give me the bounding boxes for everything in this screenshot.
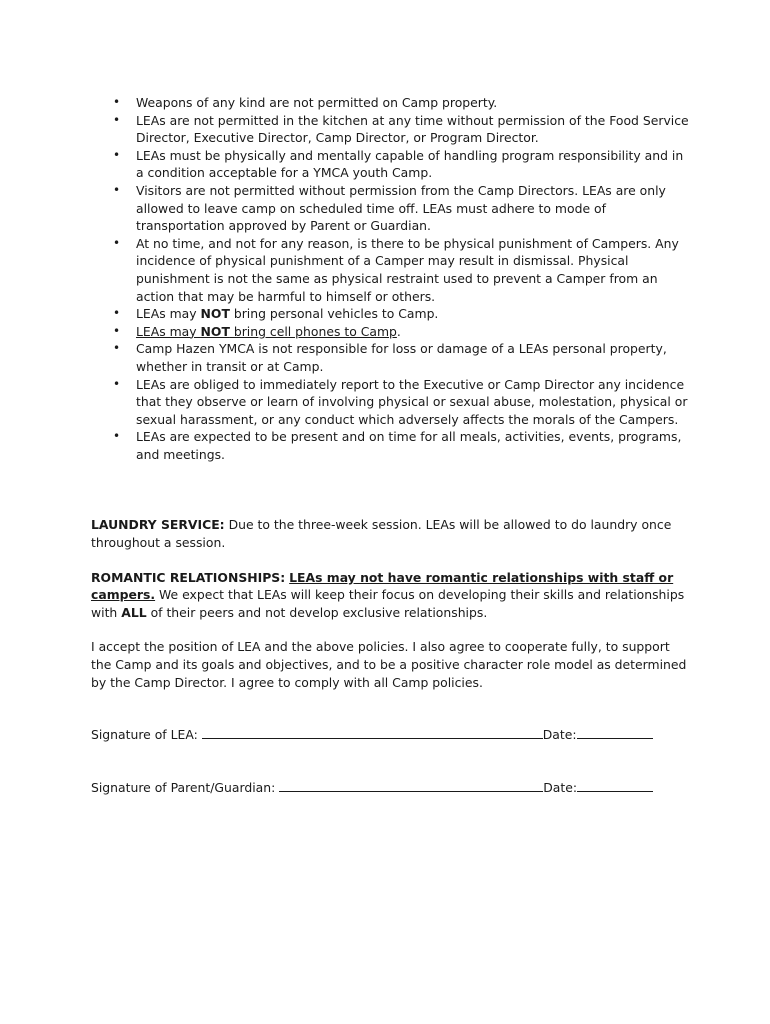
signature-lea-row <box>91 726 691 744</box>
bullet-icon: • <box>113 306 121 321</box>
laundry-heading: LAUNDRY SERVICE: <box>91 517 225 533</box>
document-body <box>91 94 691 796</box>
camp-rules-list <box>91 94 691 463</box>
date-line[interactable] <box>577 779 653 792</box>
date-label: Date: <box>543 779 578 795</box>
list-item: • LEAs are obliged to immediately report to the Executive or Camp Director any incidence that they observe or learn of involving physical or sexual abuse, molestation, physical or sexual harassment, or any conduct which adversely affects the morals of the Campers. <box>113 376 688 427</box>
list-item: • At no time, and not for any reason, is there to be physical punishment of Campers. Any incidence of physical punishment of a Camper may result in dismissal. Physical punishment is not the same as physical restraint used to prevent a Camper from an action that may be harmful to himself or others. <box>113 235 679 304</box>
list-item: • LEAs are expected to be present and on time for all meals, activities, events, programs, and meetings. <box>113 429 682 462</box>
rule-vehicles: • LEAs may NOT bring personal vehicles to Camp. <box>113 306 439 322</box>
bullet-icon: • <box>113 235 121 250</box>
date-label: Date: <box>542 727 577 743</box>
signature-lea-line[interactable] <box>202 726 543 739</box>
list-item: • Weapons of any kind are not permitted on Camp property. <box>113 95 498 110</box>
signature-lea-label: Signature of LEA: <box>91 727 202 743</box>
signature-parent-row <box>91 779 691 797</box>
romantic-heading: ROMANTIC RELATIONSHIPS: <box>91 569 286 585</box>
bullet-icon: • <box>113 341 121 356</box>
laundry-text: Due to the three-week session. LEAs will be allowed to do laundry once throughout a session. <box>91 517 672 551</box>
list-item: • LEAs are not permitted in the kitchen at any time without permission of the Food Service Director, Executive Director, Camp Director, or Program Director. <box>113 112 689 146</box>
date-line[interactable] <box>577 726 653 739</box>
bullet-icon: • <box>113 112 121 127</box>
bullet-icon: • <box>113 323 121 338</box>
romantic-rule: LEAs may not have romantic relationships with staff or campers. <box>91 569 674 603</box>
bullet-icon: • <box>113 182 121 197</box>
bullet-icon: • <box>113 95 121 109</box>
signature-parent-label: Signature of Parent/Guardian: <box>91 779 280 795</box>
laundry-section <box>91 516 691 551</box>
bullet-icon: • <box>113 429 121 444</box>
list-item: • Visitors are not permitted without permission from the Camp Directors. LEAs are only allowed to leave camp on scheduled time off. LEAs must adhere to mode of transportation approved by Parent or Guardian. <box>113 182 666 234</box>
acceptance-statement: I accept the position of LEA and the above policies. I also agree to cooperate fully, to support the Camp and its goals and objectives, and to be a positive character role model as determined by the Camp Director. I agree to comply with all Camp policies. <box>91 639 687 690</box>
bullet-icon: • <box>113 376 121 391</box>
list-item: • LEAs must be physically and mentally capable of handling program responsibility and in a condition acceptable for a YMCA youth Camp. <box>113 147 684 181</box>
bullet-icon: • <box>113 147 121 162</box>
romantic-section: ROMANTIC RELATIONSHIPS: LEAs may not have romantic relationships with staff or campers. We expect that LEAs will keep their focus on developing their skills and relationships with ALL of their peers and not develop exclusive relationships. <box>91 569 685 620</box>
list-item: • Camp Hazen YMCA is not responsible for loss or damage of a LEAs personal property, whether in transit or at Camp. <box>113 341 667 374</box>
rule-phones: • LEAs may NOT bring cell phones to Camp. <box>113 323 401 339</box>
signature-parent-line[interactable] <box>279 779 543 792</box>
